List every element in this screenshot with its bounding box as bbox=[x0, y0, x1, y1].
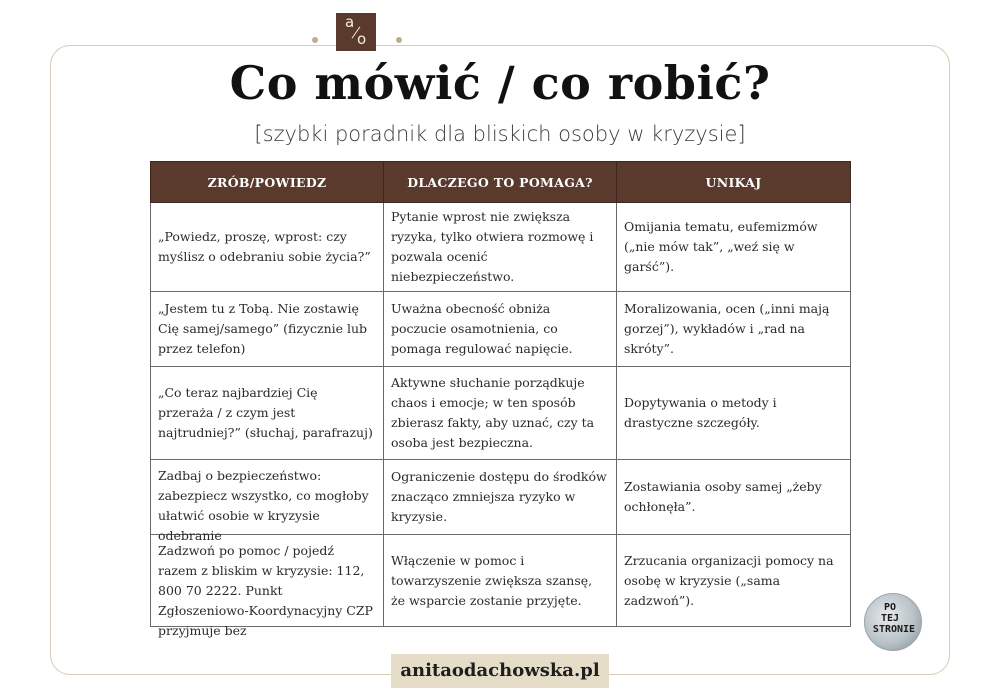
guide-table bbox=[150, 161, 851, 638]
table-row bbox=[151, 460, 851, 535]
cell-avoid: Zostawiania osoby samej „żeby ochłonęła”. bbox=[617, 460, 851, 535]
column-header-why: DLACZEGO TO POMAGA? bbox=[384, 162, 617, 203]
frame-ornament-right bbox=[396, 37, 402, 43]
brand-logo bbox=[336, 13, 376, 51]
cell-do: „Jestem tu z Tobą. Nie zostawię Cię samej/samego” (fizycznie lub przez telefon) bbox=[151, 292, 384, 367]
cell-why: Włączenie w pomoc i towarzyszenie zwiększa szansę, że wsparcie zostanie przyjęte. bbox=[384, 535, 617, 627]
next-page-badge[interactable] bbox=[864, 593, 922, 651]
badge-line-3: STRONIE bbox=[872, 624, 916, 635]
cell-why: Uważna obecność obniża poczucie osamotnienia, co pomaga regulować napięcie. bbox=[384, 292, 617, 367]
frame-ornament-left bbox=[312, 37, 318, 43]
cell-do-text: Zadzwoń po pomoc / pojedź razem z bliskim w kryzysie: 112, 800 70 2222. Punkt Zgłoszeniowo-Koordynacyjny CZP przyjmuje bez bbox=[158, 543, 373, 638]
cell-avoid: Omijania tematu, eufemizmów („nie mów tak”, „weź się w garść”). bbox=[617, 203, 851, 292]
cell-why: Ograniczenie dostępu do środków znacząco zmniejsza ryzyko w kryzysie. bbox=[384, 460, 617, 535]
table-row bbox=[151, 292, 851, 367]
cell-why: Pytanie wprost nie zwiększa ryzyka, tylko otwiera rozmowę i pozwala ocenić niebezpieczeństwo. bbox=[384, 203, 617, 292]
table-row bbox=[151, 367, 851, 460]
cell-do bbox=[151, 460, 384, 543]
logo-letter-o: o bbox=[357, 30, 367, 48]
cell-do: „Co teraz najbardziej Cię przeraża / z czym jest najtrudniej?” (słuchaj, parafrazuj) bbox=[151, 367, 384, 460]
footer-website-link[interactable]: anitaodachowska.pl bbox=[391, 654, 609, 688]
cell-do bbox=[151, 535, 384, 638]
badge-line-2: TEJ bbox=[880, 613, 900, 624]
cell-do: „Powiedz, proszę, wprost: czy myślisz o odebraniu sobie życia?” bbox=[151, 203, 384, 292]
cell-avoid: Dopytywania o metody i drastyczne szczegóły. bbox=[617, 367, 851, 460]
page-subtitle: [szybki poradnik dla bliskich osoby w kryzysie] bbox=[254, 122, 746, 146]
cell-why: Aktywne słuchanie porządkuje chaos i emocje; w ten sposób zbierasz fakty, aby uznać, czy ta osoba jest bezpieczna. bbox=[384, 367, 617, 460]
table-row bbox=[151, 535, 851, 627]
badge-line-1: PO bbox=[883, 602, 897, 613]
table-row bbox=[151, 203, 851, 292]
page-title: Co mówić / co robić? bbox=[229, 56, 771, 110]
cell-avoid: Moralizowania, ocen („inni mają gorzej”), wykładów i „rad na skróty”. bbox=[617, 292, 851, 367]
cell-do-text: Zadbaj o bezpieczeństwo: zabezpiecz wszystko, co mogłoby ułatwić osobie w kryzysie odebranie bbox=[158, 468, 369, 543]
column-header-avoid: UNIKAJ bbox=[617, 162, 851, 203]
cell-avoid: Zrzucania organizacji pomocy na osobę w kryzysie („sama zadzwoń”). bbox=[617, 535, 851, 627]
column-header-do: ZRÓB/POWIEDZ bbox=[151, 162, 384, 203]
logo-letter-a: a bbox=[345, 13, 355, 31]
table-header-row bbox=[151, 162, 851, 203]
